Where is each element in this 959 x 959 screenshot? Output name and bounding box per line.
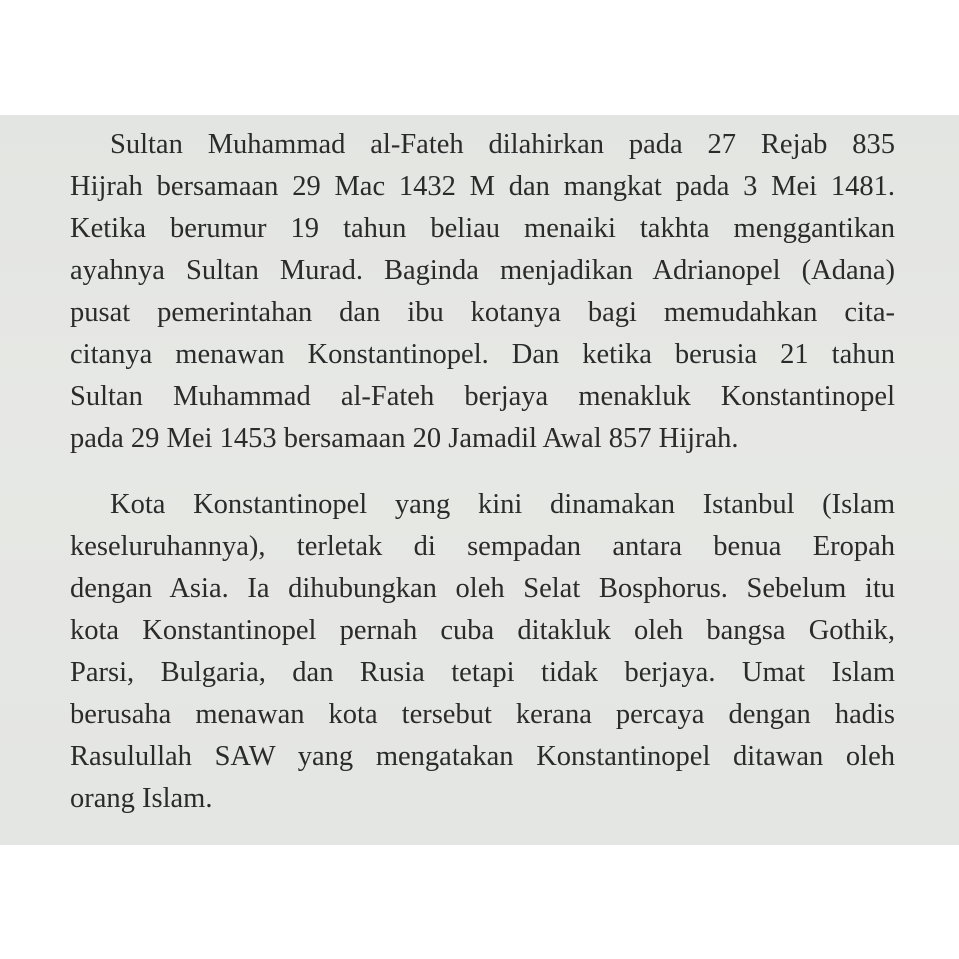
text-line: Parsi, Bulgaria, dan Rusia tetapi tidak berjaya. Umat Islam <box>70 657 895 688</box>
text-line: ayahnya Sultan Murad. Baginda menjadikan Adrianopel (Adana) <box>70 255 895 286</box>
text-line: Sultan Muhammad al-Fateh berjaya menakluk Konstantinopel <box>70 381 895 412</box>
text-line: Rasulullah SAW yang mengatakan Konstantinopel ditawan oleh <box>70 741 895 772</box>
book-page <box>0 115 959 845</box>
text-line: dengan Asia. Ia dihubungkan oleh Selat Bosphorus. Sebelum itu <box>70 573 895 604</box>
text-line: citanya menawan Konstantinopel. Dan ketika berusia 21 tahun <box>70 339 895 370</box>
text-line: pada 29 Mei 1453 bersamaan 20 Jamadil Awal 857 Hijrah. <box>70 423 739 454</box>
text-line: Hijrah bersamaan 29 Mac 1432 M dan mangkat pada 3 Mei 1481. <box>70 171 895 202</box>
text-line: Ketika berumur 19 tahun beliau menaiki takhta menggantikan <box>70 213 895 244</box>
text-line: Sultan Muhammad al-Fateh dilahirkan pada 27 Rejab 835 <box>110 129 895 160</box>
text-line: keseluruhannya), terletak di sempadan antara benua Eropah <box>70 531 895 562</box>
text-line: berusaha menawan kota tersebut kerana percaya dengan hadis <box>70 699 895 730</box>
text-line: kota Konstantinopel pernah cuba ditakluk oleh bangsa Gothik, <box>70 615 895 646</box>
text-line: Kota Konstantinopel yang kini dinamakan Istanbul (Islam <box>110 489 895 520</box>
text-line: orang Islam. <box>70 783 213 814</box>
text-line: pusat pemerintahan dan ibu kotanya bagi memudahkan cita- <box>70 297 895 328</box>
